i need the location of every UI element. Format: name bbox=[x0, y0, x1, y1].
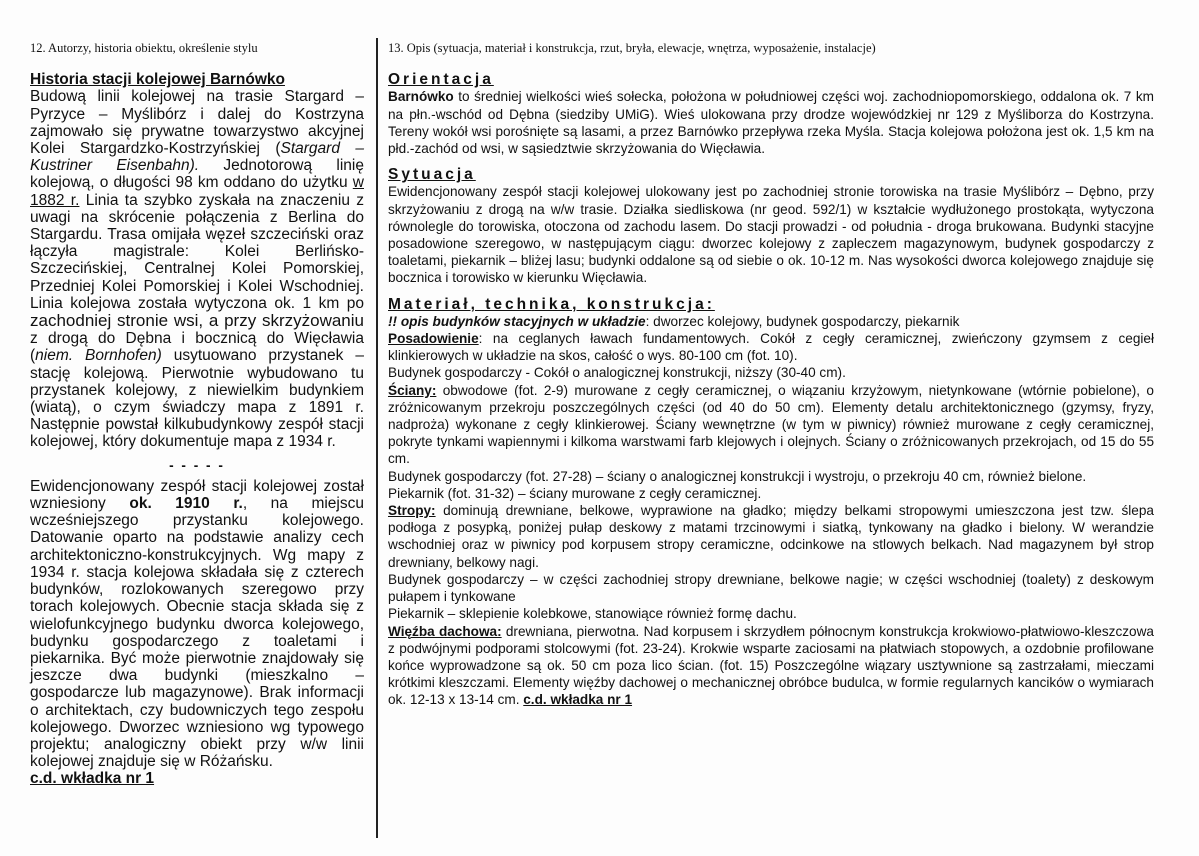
roof-truss-text: Więźba dachowa: drewniana, pierwotna. Nad korpusem i skrzydłem północnym konstrukcja krokwiowo-płatwiowo-kleszczowa z podwójnymi podporami stolcowymi (fot. 23-24). Krokwie wsparte zaciosami na płatwiach stopowych, a ozdobnie profilowane końce wyprowadzone są ok. 50 cm poza lico ścian. (fot. 15) Poszczególne wiązary usztywnione są zastrzałami, mieczami krótkimi kleszczami. Elementy więźby dachowej o mechanicznej obróbce budulca, w formie regularnych kancików o wymiarach ok. 12-13 x 13-14 cm. c.d. wkładka nr 1 bbox=[388, 623, 1154, 708]
history-paragraph-1: Budową linii kolejowej na trasie Stargard – Pyrzyce – Myślibórz i dalej do Kostrzyna zajmowało się prywatne towarzystwo akcyjnej Kolei Stargardzko-Kostrzyńskiej (Stargard – Kustriner Eisenbahn). Jednotorową linię kolejową, o długości 98 km oddano do użytku w 1882 r. Linia ta szybko zyskała na znaczeniu z uwagi na skrócenie połączenia z Berlina do Stargardu. Trasa omijała węzeł szczeciński oraz łączyła magistrale: Kolei Berlińsko-Szczecińskiej, Centralnej Kolei Pomorskiej, Przedniej Kolei Pomorskiej i Kolei Wschodniej. Linia kolejowa została wytyczona ok. 1 km po zachodniej stronie wsi, a przy skrzyżowaniu z drogą do Dębna i bocznicą do Więcławia (niem. Bornhofen) usytuowano przystanek – stację kolejową. Pierwotnie wybudowano tu przystanek kolejowy, z niewielkim budynkiem (wiatą), o czym świadczy mapa z 1891 r. Następnie powstał kilkubudynkowy zespół stacji kolejowej, który dokumentuje mapa z 1934 r. bbox=[30, 88, 365, 451]
field-label-12: 12. Autorzy, historia obiektu, określenie stylu bbox=[30, 41, 258, 55]
ceilings-text: Stropy: dominują drewniane, belkowe, wyprawione na gładko; między belkami stropowymi umieszczona jest tzw. ślepa podłoga z posypką, poniżej pułap deskowy z matami trzcinowymi i siatką, tynkowany na gładko i bielony. W werandzie wschodniej oraz w piwnicy pod korpusem stropy ceramiczne, odcinkowe na stlowych belkach. Nad magazynem był strop drewniany, belkowy nagi. bbox=[388, 503, 1154, 570]
history-heading: Historia stacji kolejowej Barnówko bbox=[30, 71, 285, 89]
continued-note-right: c.d. wkładka nr 1 bbox=[523, 692, 633, 708]
left-column bbox=[30, 40, 364, 788]
orientation-heading: Orientacja bbox=[388, 71, 494, 89]
ceilings-text-3: Piekarnik – sklepienie kolebkowe, stanowiące również formę dachu. bbox=[388, 606, 797, 622]
separator: - - - - - bbox=[169, 457, 225, 473]
foundation-text-2: Budynek gospodarczy - Cokół o analogicznej konstrukcji, niższy (30-40 cm). bbox=[388, 365, 846, 381]
right-column bbox=[388, 40, 1154, 709]
situation-text: Ewidencjonowany zespół stacji kolejowej ulokowany jest po zachodniej stronie torowiska na trasie Myślibórz – Dębno, przy skrzyżowaniu z drogą na w/w trasie. Działka siedliskowa (nr geod. 592/1) w kształcie wydłużonego prostokąta, wytyczona równolegle do torowiska, otoczona od zachodu lasem. Do stacji prowadzi - od południa - droga brukowana. Budynki stacyjne posadowione szeregowo, w następującym ciągu: dworzec kolejowy z zapleczem magazynowym, budynek gospodarczy z toaletami, piekarnik – bliżej lasu; budynki oddalone są od siebie o ok. 10-12 m. Nas wysokości dworca kolejowego znajduje się bocznica i torowisko w kierunku Więcławia. bbox=[388, 184, 1154, 286]
material-heading: Materiał, technika, konstrukcja: bbox=[388, 295, 715, 313]
history-paragraph-2: Ewidencjonowany zespół stacji kolejowej został wzniesiony ok. 1910 r., na miejscu wcześniejszego przystanku kolejowego. Datowanie oparto na podstawie analizy cech architektoniczno-konstrukcyjnych. Wg mapy z 1934 r. stacja kolejowa składała się z czterech budynków, rozlokowanych szeregowo przy torach kolejowych. Obecnie stacja składa się z wielofunkcyjnego budynku dworca kolejowego, budynku gospodarczego z toaletami i piekarnika. Być może pierwotnie znajdowały się jeszcze dwa budynki (mieszkalno – gospodarcze lub magazynowe). Brak informacji o architektach, czy budowniczych tego zespołu kolejowego. Dworzec wzniesiono wg typowego projektu; analogiczny obiekt przy w/w linii kolejowej znajduje się w Różańsku. bbox=[30, 477, 364, 771]
orientation-text: Barnówko to średniej wielkości wieś sołecka, położona w południowej części woj. zachodniopomorskiego, oddalona ok. 7 km na płn.-wschód od Dębna (siedziby UMiG). Wieś ulokowana przy drodze wojewódzkiej nr 129 z Myśliborza do Kostrzyna. Tereny wokół wsi porośnięte są lasami, a przez Barnówko przepływa rzeka Myśla. Stacja kolejowa położona jest ok. 1,5 km na płd.-zachód od wsi, w sąsiedztwie skrzyżowania do Więcławia. bbox=[388, 89, 1154, 157]
column-divider bbox=[376, 38, 378, 838]
walls-text-2: Budynek gospodarczy (fot. 27-28) – ściany o analogicznej konstrukcji i wystroju, o przekroju 40 cm, również bielone. bbox=[388, 468, 1087, 484]
foundation-text: Posadowienie: na ceglanych ławach fundamentowych. Cokół z cegły ceramicznej, zwieńczony gzymsem z cegieł klinkierowych w układzie na skos, całość o wys. 80-100 cm (fot. 10). bbox=[388, 331, 1154, 364]
situation-heading: Sytuacja bbox=[388, 166, 476, 184]
ceilings-text-2: Budynek gospodarczy – w części zachodniej stropy drewniane, belkowe nagie; w części wschodniej (toalety) z deskowym pułapem i tynkowane bbox=[388, 571, 1154, 605]
continued-note-left: c.d. wkładka nr 1 bbox=[30, 770, 155, 788]
field-label-13: 13. Opis (sytuacja, materiał i konstrukcja, rzut, bryła, elewacje, wnętrza, wyposażenie, instalacje) bbox=[388, 41, 876, 55]
walls-text: Ściany: obwodowe (fot. 2-9) murowane z cegły ceramicznej, o wiązaniu krzyżowym, nietynkowane (wtórnie pobielone), o zróżnicowanym przekroju poszczególnych części (od 40 do 50 cm). Elementy detalu architektonicznego (gzymsy, fryzy, nadproża) wykonane z cegły klinkierowej. Ściany wewnętrzne (w tym w piwnicy) również murowane z cegły ceramicznej, pokryte tynkami wapiennymi i kilkoma warstwami farb klejowych i olejnych. Ściany o zróżnicowanych przekrojach, od 15 do 55 cm. bbox=[388, 382, 1154, 467]
walls-text-3: Piekarnik (fot. 31-32) – ściany murowane z cegły ceramicznej. bbox=[388, 485, 762, 501]
buildings-note: !! opis budynków stacyjnych w układzie: dworzec kolejowy, budynek gospodarczy, piekarnik bbox=[388, 313, 960, 329]
